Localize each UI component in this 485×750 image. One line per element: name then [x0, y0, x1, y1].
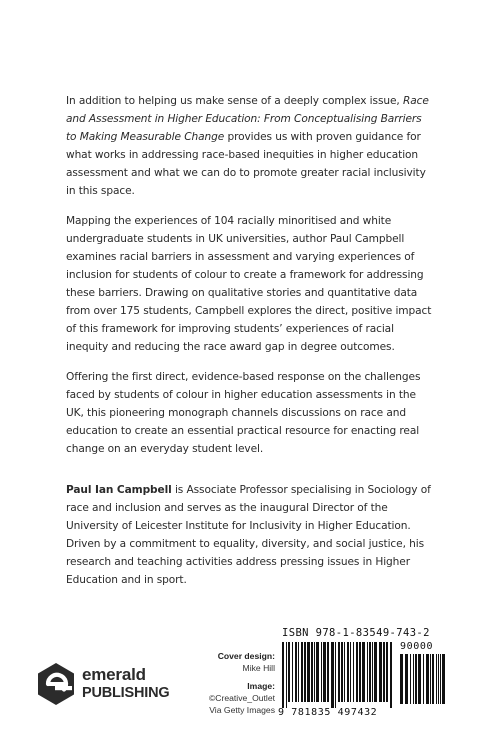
- blurb-text: [66, 92, 434, 470]
- publisher-logo: [36, 660, 170, 708]
- barcode-bar: [301, 642, 303, 702]
- image-credit-label: Image:: [247, 681, 275, 691]
- barcode-bar: [341, 642, 343, 702]
- cover-design-label: Cover design:: [217, 651, 275, 661]
- barcode-bar: [338, 642, 340, 702]
- barcode-bar: [413, 654, 414, 704]
- blurb-paragraph-1: [66, 92, 434, 200]
- barcode-bar: [286, 642, 287, 708]
- barcode-bar: [426, 654, 429, 704]
- barcode-bar: [282, 642, 284, 708]
- barcode-bar: [390, 642, 392, 708]
- barcode-bar: [369, 642, 371, 702]
- barcode-bar: [327, 642, 329, 702]
- barcode-bar: [331, 642, 334, 708]
- author-bio: [66, 481, 434, 589]
- barcode-bar: [298, 642, 299, 702]
- barcode-bar: [400, 654, 403, 704]
- isbn-digits: 9 781835 497432: [278, 707, 378, 718]
- author-name: Paul Ian Campbell: [66, 484, 172, 496]
- barcode-bar: [383, 642, 385, 702]
- author-bio-text: is Associate Professor specialising in Sociology of race and inclusion and serves as the inaugural Director of the University of Leicester Institute for Inclusivity in Higher Education. Driven by a commitment to equality, diversity, and social justice, his research and teaching activities address pressing issues in Higher Education and in sport.: [66, 484, 431, 586]
- barcode-bar: [359, 642, 361, 702]
- logo-word-publishing: PUBLISHING: [82, 685, 170, 701]
- barcode-bar: [304, 642, 306, 702]
- barcode-bar: [423, 654, 424, 704]
- barcode-bar: [410, 654, 411, 704]
- barcode-bar: [307, 642, 310, 702]
- barcode-bar: [418, 654, 421, 704]
- barcode-bar: [432, 654, 434, 704]
- barcode-bar: [374, 642, 377, 702]
- barcode-bar: [405, 654, 408, 704]
- barcode-bar: [440, 654, 441, 704]
- blurb-paragraph-3: Offering the first direct, evidence-based response on the challenges faced by students of colour in higher education assessments in the UK, this pioneering monograph channels discussions on race and education to create an essential practical resource for enacting real change on an everyday student level.: [66, 371, 421, 455]
- book-title-italic: Race and Assessment in Higher Education: From Conceptualising Barriers to Making Measurable Change: [66, 95, 429, 143]
- isbn-barcode: [278, 627, 448, 722]
- barcode-bar: [362, 642, 365, 702]
- barcode-bar: [415, 654, 417, 704]
- barcode-bar: [292, 642, 293, 702]
- addon-barcode-bars: [400, 654, 446, 710]
- barcode-bar: [438, 654, 439, 704]
- logo-word-emerald: emerald: [82, 665, 146, 684]
- barcode-bar: [379, 642, 382, 702]
- cover-design-value: Mike Hill: [242, 663, 275, 673]
- barcode-bar: [436, 654, 437, 704]
- blurb-p1-rest: provides us with proven guidance for what works in addressing race-based inequities in higher education assessment and what we can do to promote greater racial inclusivity in this space.: [66, 131, 426, 197]
- barcode-bar: [323, 642, 326, 702]
- price-code: 90000: [400, 641, 434, 652]
- barcode-bar: [356, 642, 358, 702]
- barcode-bar: [311, 642, 313, 702]
- barcode-bar: [344, 642, 345, 702]
- barcode-bar: [367, 642, 368, 702]
- barcode-bar: [347, 642, 349, 702]
- barcode-bar: [372, 642, 373, 702]
- barcode-bars: [282, 642, 394, 708]
- barcode-bar: [295, 642, 297, 702]
- barcode-bar: [430, 654, 431, 704]
- barcode-bar: [288, 642, 290, 702]
- barcode-bar: [386, 642, 388, 702]
- barcode-bar: [321, 642, 322, 702]
- emerald-e-logo-icon: [36, 662, 76, 706]
- image-credit-value-2: Via Getty Images: [209, 705, 275, 715]
- barcode-bar: [442, 654, 445, 704]
- image-credit-value-1: ©Creative_Outlet: [208, 693, 275, 703]
- cover-credits: [205, 650, 275, 716]
- barcode-bar: [350, 642, 351, 702]
- barcode-bar: [316, 642, 319, 702]
- isbn-label: ISBN 978-1-83549-743-2: [282, 627, 430, 639]
- barcode-bar: [353, 642, 354, 702]
- barcode-bar: [314, 642, 315, 702]
- blurb-p1-intro: In addition to helping us make sense of a deeply complex issue,: [66, 95, 403, 107]
- blurb-paragraph-2: Mapping the experiences of 104 racially minoritised and white undergraduate students in UK universities, author Paul Campbell examines racial barriers in assessment and varying experiences of inclusion for students of colour to create a framework for addressing these barriers. Drawing on qualitative stories and quantitative data from over 175 students, Campbell explores the direct, positive impact of this framework for improving students’ experiences of racial inequity and reducing the race award gap in degree outcomes.: [66, 215, 432, 353]
- barcode-bar: [335, 642, 336, 708]
